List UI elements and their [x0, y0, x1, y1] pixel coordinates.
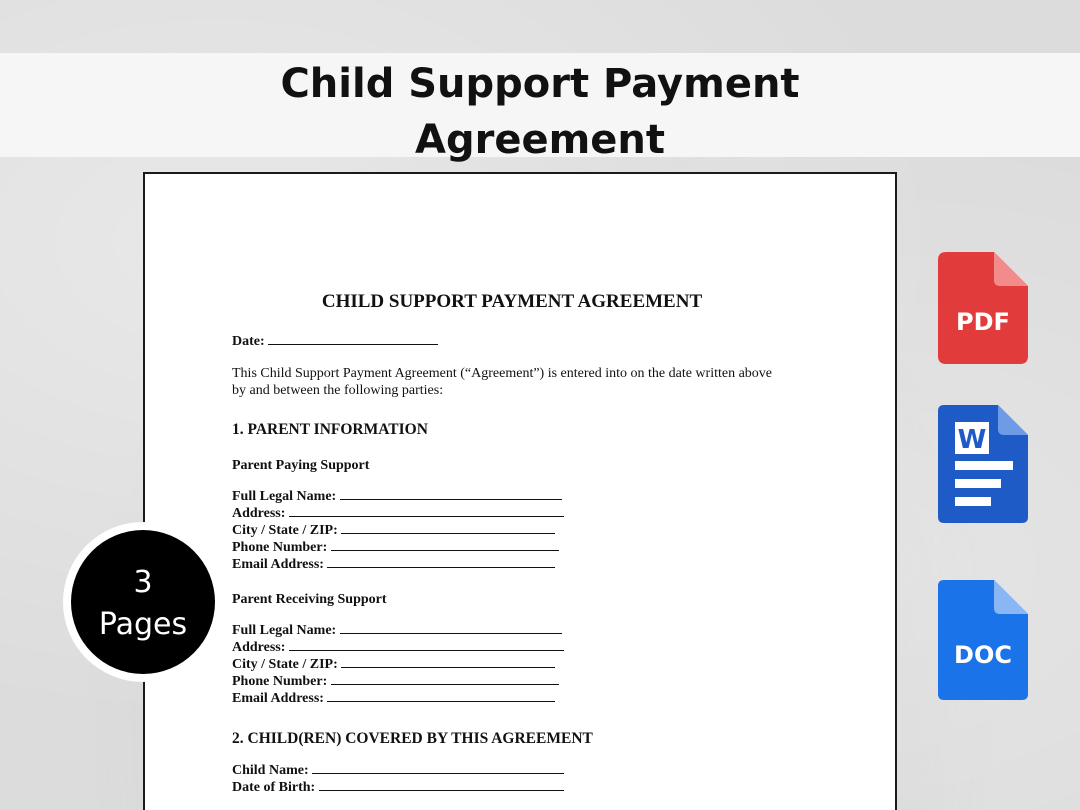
section-2-title: 2. CHILD(REN) COVERED BY THIS AGREEMENT — [232, 730, 593, 747]
paying-parent-title: Parent Paying Support — [232, 458, 370, 473]
page-count: 3 — [133, 565, 153, 600]
paying-phone-number: Phone Number: — [232, 539, 559, 556]
intro-text-line-1: This Child Support Payment Agreement (“Agreement”) is entered into on the date written above — [232, 366, 773, 381]
receiving-phone-number: Phone Number: — [232, 673, 559, 690]
paying-email-address: Email Address: — [232, 556, 555, 573]
receiving-parent-title: Parent Receiving Support — [232, 592, 387, 607]
paying-address: Address: — [232, 505, 564, 522]
date-of-birth-field: Date of Birth: — [232, 779, 564, 796]
paying-full-legal-name: Full Legal Name: — [232, 488, 562, 505]
child-name-field: Child Name: — [232, 762, 564, 779]
receiving-address: Address: — [232, 639, 564, 656]
paying-city-state-zip: City / State / ZIP: — [232, 522, 555, 539]
page-title: Child Support Payment Agreement — [280, 61, 800, 163]
page-count-badge — [71, 530, 215, 674]
date-field: Date: — [232, 333, 438, 350]
word-label: W — [957, 425, 987, 455]
section-1-title: 1. PARENT INFORMATION — [232, 421, 428, 438]
doc-label: DOC — [954, 641, 1012, 669]
receiving-city-state-zip: City / State / ZIP: — [232, 656, 555, 673]
document-heading: CHILD SUPPORT PAYMENT AGREEMENT — [321, 291, 703, 312]
page-count-label: Pages — [98, 607, 188, 642]
pdf-label: PDF — [956, 308, 1010, 336]
pdf-file-icon — [938, 252, 1028, 364]
receiving-full-legal-name: Full Legal Name: — [232, 622, 562, 639]
receiving-email-address: Email Address: — [232, 690, 555, 707]
doc-file-icon — [938, 580, 1028, 700]
word-file-icon — [938, 405, 1028, 523]
intro-text-line-2: by and between the following parties: — [232, 383, 444, 398]
document-preview — [143, 172, 897, 810]
